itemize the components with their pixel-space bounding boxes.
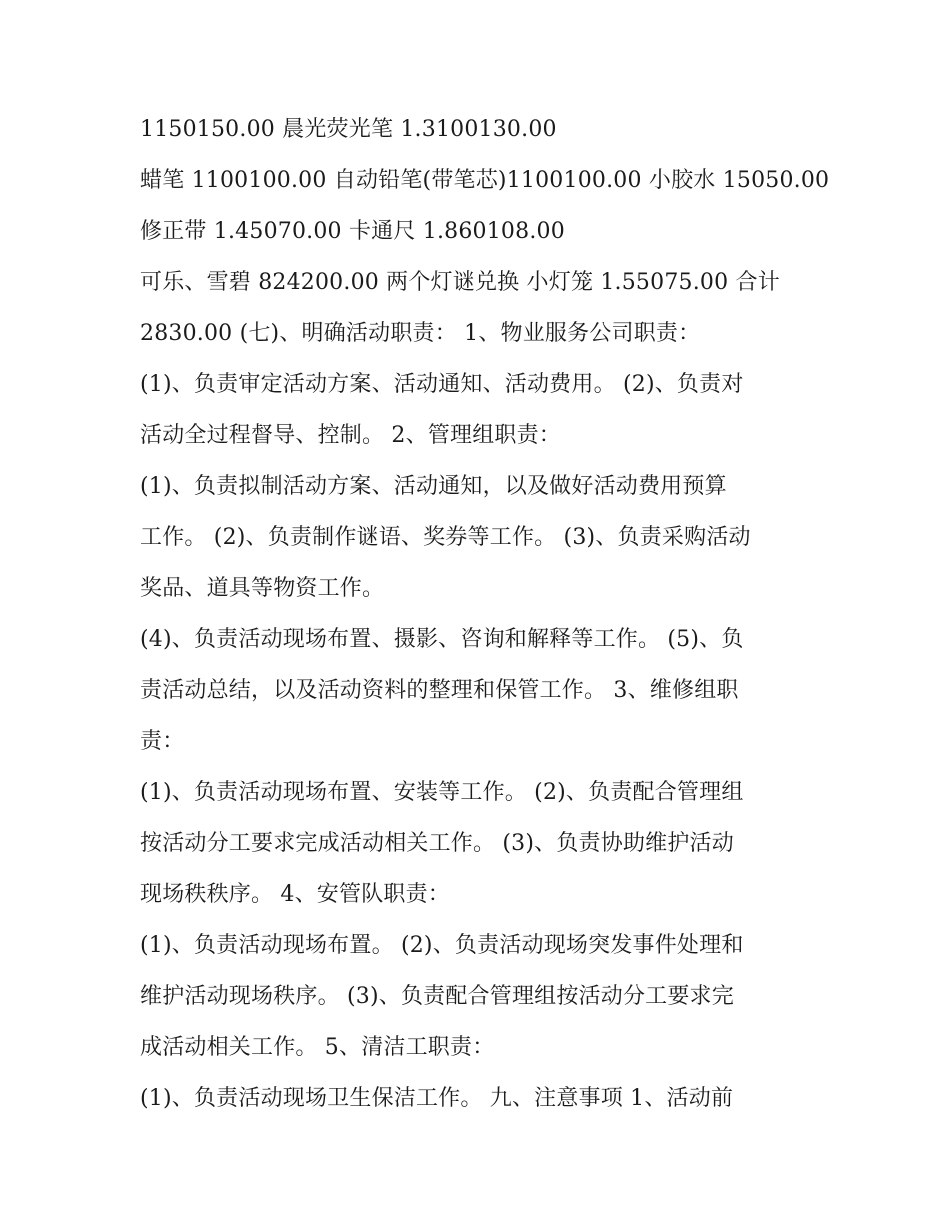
document-body xyxy=(140,104,830,1124)
text-line: 责： xyxy=(140,729,185,754)
text-line: (1)、负责拟制活动方案、活动通知，以及做好活动费用预算 xyxy=(140,474,727,499)
text-line: (1)、负责审定活动方案、活动通知、活动费用。 (2)、负责对 xyxy=(140,372,744,397)
text-line: 2830.00 (七)、明确活动职责： 1、物业服务公司职责： xyxy=(140,321,701,346)
text-line: 活动全过程督导、控制。 2、管理组职责： xyxy=(140,423,561,448)
text-line: 1150150.00 晨光荧光笔 1.3100130.00 xyxy=(140,117,557,142)
text-line: (1)、负责活动现场卫生保洁工作。 九、注意事项 1、活动前 xyxy=(140,1086,734,1111)
text-line: 可乐、雪碧 824200.00 两个灯谜兑换 小灯笼 1.55075.00 合计 xyxy=(140,270,780,295)
text-line: 维护活动现场秩序。 (3)、负责配合管理组按活动分工要求完 xyxy=(140,984,734,1009)
text-line: (4)、负责活动现场布置、摄影、咨询和解释等工作。 (5)、负 xyxy=(140,627,744,652)
text-line: 工作。 (2)、负责制作谜语、奖券等工作。 (3)、负责采购活动 xyxy=(140,525,751,550)
text-line: 修正带 1.45070.00 卡通尺 1.860108.00 xyxy=(140,219,565,244)
text-line: 奖品、道具等物资工作。 xyxy=(140,576,385,601)
text-line: 蜡笔 1100100.00 自动铅笔(带笔芯)1100100.00 小胶水 15050.00 xyxy=(140,168,830,193)
text-line: 成活动相关工作。 5、清洁工职责： xyxy=(140,1035,495,1060)
text-line: (1)、负责活动现场布置、安装等工作。 (2)、负责配合管理组 xyxy=(140,780,744,805)
text-line: 按活动分工要求完成活动相关工作。 (3)、负责协助维护活动 xyxy=(140,831,734,856)
text-line: (1)、负责活动现场布置。 (2)、负责活动现场突发事件处理和 xyxy=(140,933,744,958)
text-line: 责活动总结，以及活动资料的整理和保管工作。 3、维修组职 xyxy=(140,678,739,703)
text-line: 现场秩秩序。 4、安管队职责： xyxy=(140,882,450,907)
